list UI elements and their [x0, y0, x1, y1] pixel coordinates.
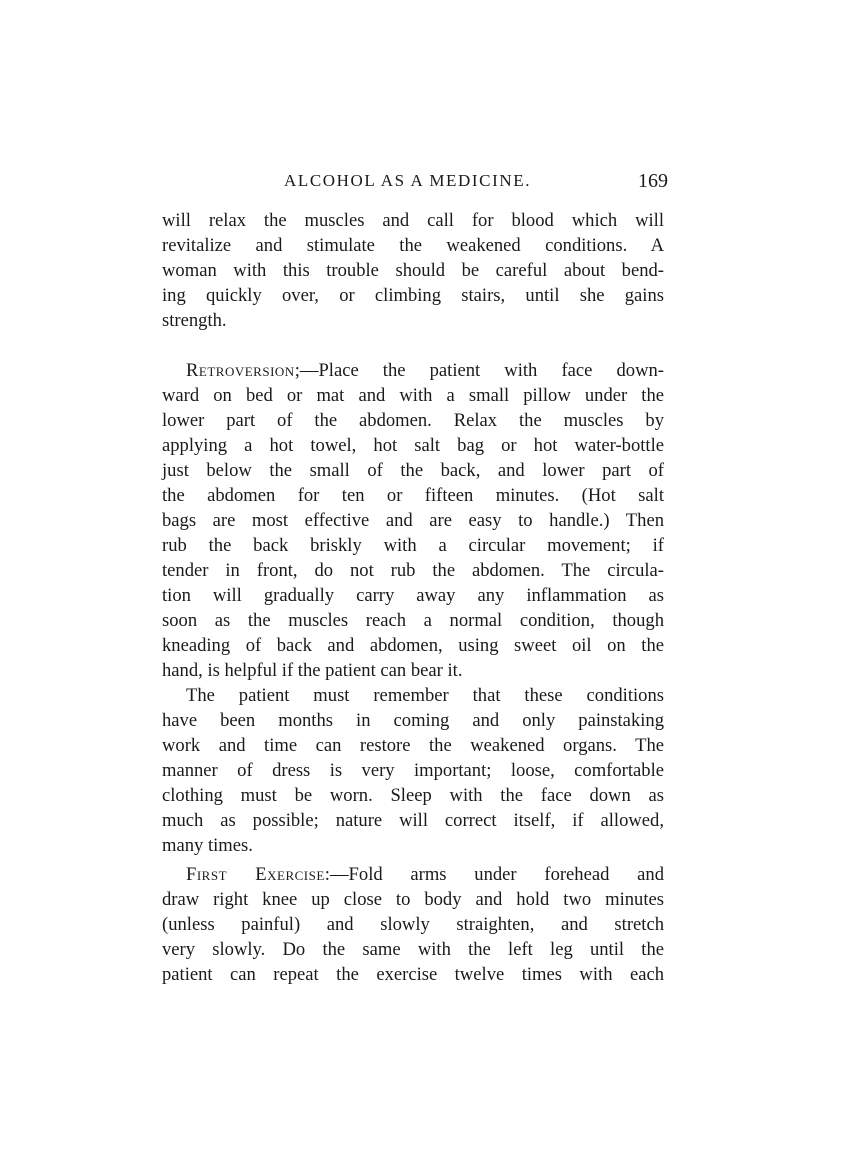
paragraph-continuation — [162, 208, 664, 333]
text-line: will relax the muscles and call for blood which will — [162, 210, 664, 231]
text-line: manner of dress is very important; loose, comfortable — [162, 760, 664, 781]
text-line: woman with this trouble should be careful about bend- — [162, 260, 664, 281]
text-line: the abdomen for ten or fifteen minutes. (Hot salt — [162, 485, 664, 506]
text-line: revitalize and stimulate the weakened conditions. A — [162, 235, 664, 256]
text-line: work and time can restore the weakened organs. The — [162, 735, 664, 756]
body-text — [162, 208, 664, 987]
text-line: The patient must remember that these conditions — [186, 685, 664, 706]
paragraph-first-exercise — [162, 862, 664, 987]
text-line: have been months in coming and only painstaking — [162, 710, 664, 731]
text-line-rest: ;—Place the patient with face down- — [294, 360, 664, 381]
page-number: 169 — [638, 170, 668, 192]
running-title: ALCOHOL AS A MEDICINE. — [284, 171, 532, 190]
text-line: tion will gradually carry away any inflammation as — [162, 585, 664, 606]
text-line: soon as the muscles reach a normal condition, though — [162, 610, 664, 631]
text-line: ward on bed or mat and with a small pillow under the — [162, 385, 664, 406]
text-line: (unless painful) and slowly straighten, and stretch — [162, 914, 664, 935]
text-line — [162, 358, 664, 383]
text-line: tender in front, do not rub the abdomen. The circula- — [162, 560, 664, 581]
text-line: hand, is helpful if the patient can bear it. — [162, 660, 463, 681]
section-lead-retroversion: Retroversion — [186, 360, 295, 381]
text-line: just below the small of the back, and lower part of — [162, 460, 664, 481]
text-line: rub the back briskly with a circular movement; if — [162, 535, 664, 556]
text-line: kneading of back and abdomen, using sweet oil on the — [162, 635, 664, 656]
text-line: very slowly. Do the same with the left leg until the — [162, 939, 664, 960]
text-line: patient can repeat the exercise twelve times with each — [162, 964, 664, 985]
text-line-rest: :—Fold arms under forehead and — [324, 864, 664, 885]
text-line: much as possible; nature will correct itself, if allowed, — [162, 810, 664, 831]
text-line: ing quickly over, or climbing stairs, until she gains — [162, 285, 664, 306]
paragraph-gap — [162, 333, 664, 358]
text-line: clothing must be worn. Sleep with the face down as — [162, 785, 664, 806]
text-line: draw right knee up close to body and hold two minutes — [162, 889, 664, 910]
section-lead-first-exercise: First Exercise — [186, 864, 325, 885]
text-line: applying a hot towel, hot salt bag or hot water-bottle — [162, 435, 664, 456]
paragraph-retroversion — [162, 358, 664, 683]
text-line: bags are most effective and are easy to handle.) Then — [162, 510, 664, 531]
text-line: strength. — [162, 310, 227, 331]
paragraph-patient — [162, 683, 664, 858]
running-head — [162, 166, 668, 196]
text-line: lower part of the abdomen. Relax the muscles by — [162, 410, 664, 431]
text-line: many times. — [162, 835, 253, 856]
text-line — [162, 862, 664, 887]
